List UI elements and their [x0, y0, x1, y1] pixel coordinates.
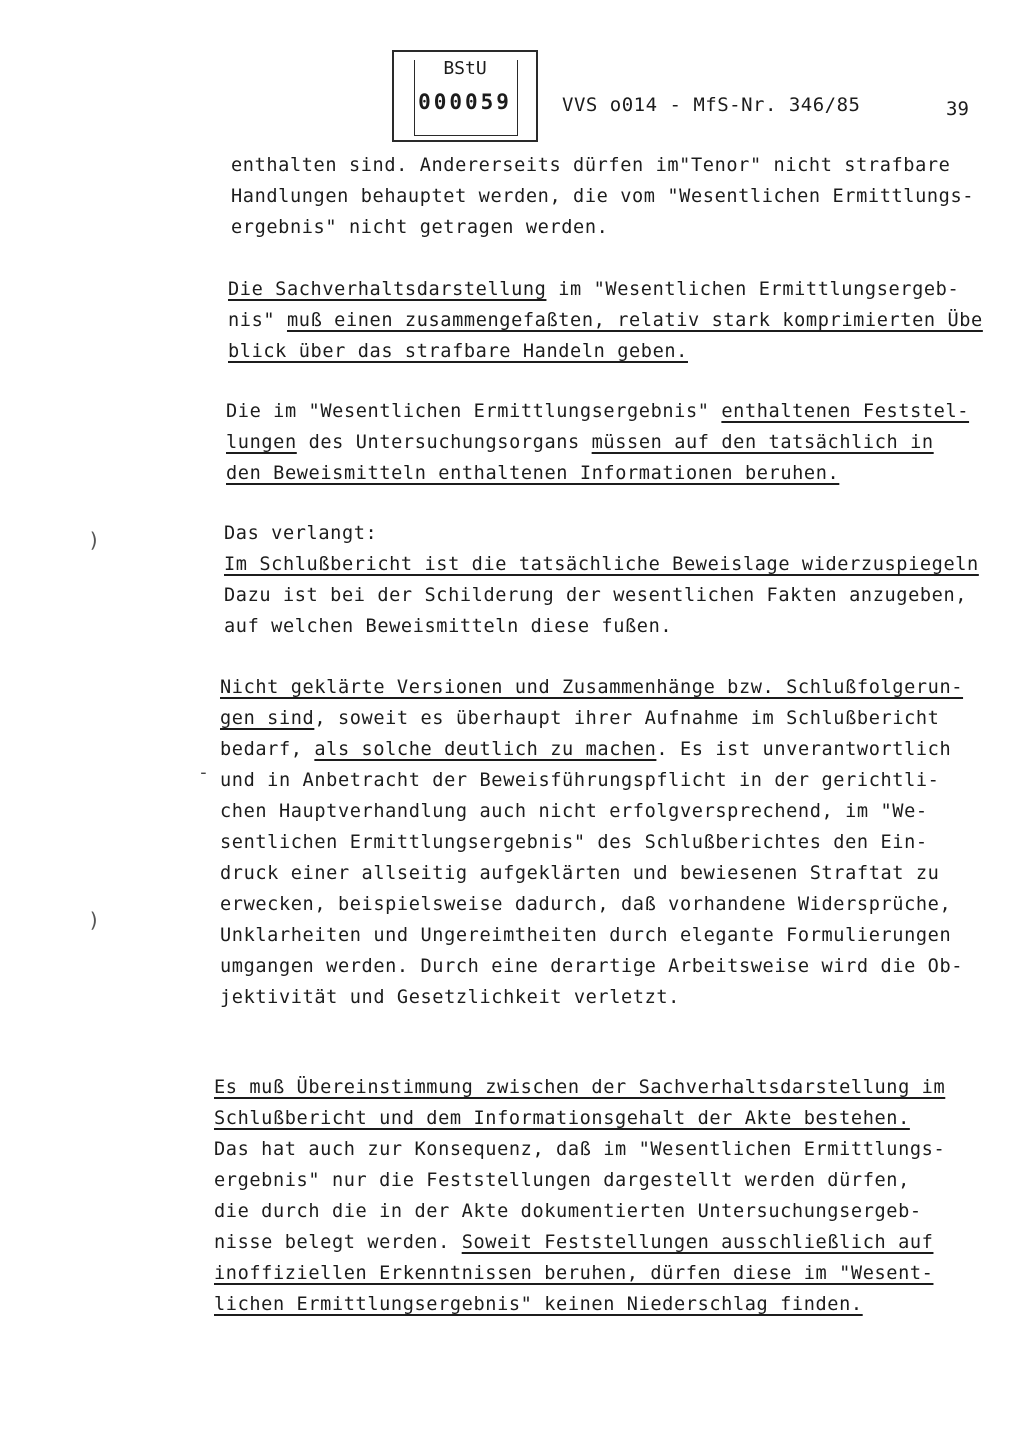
text-line — [220, 703, 963, 734]
page-number: 39 — [946, 98, 969, 120]
text: im "Wesentlichen Ermittlungsergeb- — [546, 279, 960, 300]
paragraph-2 — [228, 274, 983, 367]
text-line — [228, 305, 983, 336]
paragraph-1 — [231, 150, 974, 243]
underlined-text-line: Im Schlußbericht ist die tatsächliche Beweislage widerzuspiegeln — [224, 554, 979, 575]
underlined-text: als solche deutlich zu machen — [314, 739, 657, 760]
text: nisse belegt werden. — [214, 1232, 462, 1253]
underlined-text-line: den Beweismitteln enthaltenen Informationen beruhen. — [226, 463, 840, 484]
underlined-text: Soweit Feststellungen ausschließlich auf — [461, 1232, 934, 1253]
stamp-label: BStU — [443, 58, 487, 79]
underlined-text-line: Nicht geklärte Versionen und Zusammenhänge bzw. Schlußfolgerun- — [220, 677, 964, 698]
margin-dash: - — [198, 762, 209, 783]
underlined-text: müssen auf den tatsächlich in — [591, 432, 934, 453]
bstu-stamp — [392, 50, 538, 142]
underlined-text-line: inoffiziellen Erkenntnissen beruhen, dürfen diese im "Wesent- — [214, 1263, 934, 1284]
text-line: Unklarheiten und Ungereimtheiten durch elegante Formulierungen — [220, 925, 952, 946]
text-line — [214, 1227, 945, 1258]
underlined-text: lungen — [226, 432, 297, 453]
text-line: enthalten sind. Andererseits dürfen im"Tenor" nicht strafbare — [231, 155, 951, 176]
underlined-text-line: lichen Ermittlungsergebnis" keinen Niederschlag finden. — [214, 1294, 863, 1315]
text-line: Das verlangt: — [224, 523, 378, 544]
paragraph-3 — [226, 396, 969, 489]
text-line: ergebnis" nicht getragen werden. — [231, 217, 609, 238]
underlined-text-line: Es muß Übereinstimmung zwischen der Sachverhaltsdarstellung im — [214, 1077, 946, 1098]
text: nis" — [228, 310, 287, 331]
text-line: auf welchen Beweismitteln diese fußen. — [224, 616, 673, 637]
underlined-text: Die Sachverhaltsdarstellung — [228, 279, 547, 300]
paragraph-4 — [224, 518, 979, 642]
text-line: ergebnis" nur die Feststellungen dargestellt werden dürfen, — [214, 1170, 910, 1191]
stamp-number: 000059 — [418, 90, 512, 114]
text: . Es ist unverantwortlich — [656, 739, 952, 760]
text: bedarf, — [220, 739, 315, 760]
text: , soweit es überhaupt ihrer Aufnahme im Schlußbericht — [314, 708, 940, 729]
text-line — [226, 396, 969, 427]
text-line: sentlichen Ermittlungsergebnis" des Schlußberichtes den Ein- — [220, 832, 928, 853]
text-line: die durch die in der Akte dokumentierten Untersuchungsergeb- — [214, 1201, 922, 1222]
text-line — [226, 427, 969, 458]
underlined-text-line: blick über das strafbare Handeln geben. — [228, 341, 688, 362]
text: des Untersuchungsorgans — [296, 432, 592, 453]
text-line: chen Hauptverhandlung auch nicht erfolgversprechend, im "We- — [220, 801, 928, 822]
underlined-text: enthaltenen Feststel- — [721, 401, 970, 422]
text-line: Dazu ist bei der Schilderung der wesentlichen Fakten anzugeben, — [224, 585, 968, 606]
document-reference: VVS o014 - MfS-Nr. 346/85 — [562, 94, 861, 116]
text-line: jektivität und Gesetzlichkeit verletzt. — [220, 987, 680, 1008]
text-line: Das hat auch zur Konsequenz, daß im "Wesentlichen Ermittlungs- — [214, 1139, 946, 1160]
underlined-text-line: Schlußbericht und dem Informationsgehalt der Akte bestehen. — [214, 1108, 910, 1129]
underlined-text: muß einen zusammengefaßten, relativ stark komprimierten Übe — [286, 310, 983, 331]
margin-mark: ) — [88, 908, 101, 932]
text-line — [220, 734, 963, 765]
text-line: erwecken, beispielsweise dadurch, daß vorhandene Widersprüche, — [220, 894, 952, 915]
paragraph-6 — [214, 1072, 945, 1320]
text-line — [228, 274, 983, 305]
text-line: druck einer allseitig aufgeklärten und bewiesenen Straftat zu — [220, 863, 940, 884]
margin-mark: ) — [88, 528, 101, 552]
text-line: Handlungen behauptet werden, die vom "Wesentlichen Ermittlungs- — [231, 186, 975, 207]
text-line: umgangen werden. Durch eine derartige Arbeitsweise wird die Ob- — [220, 956, 964, 977]
text: Die im "Wesentlichen Ermittlungsergebnis" — [226, 401, 722, 422]
text-line: und in Anbetracht der Beweisführungspflicht in der gerichtli- — [220, 770, 940, 791]
paragraph-5 — [220, 672, 963, 1013]
underlined-text: gen sind — [220, 708, 315, 729]
